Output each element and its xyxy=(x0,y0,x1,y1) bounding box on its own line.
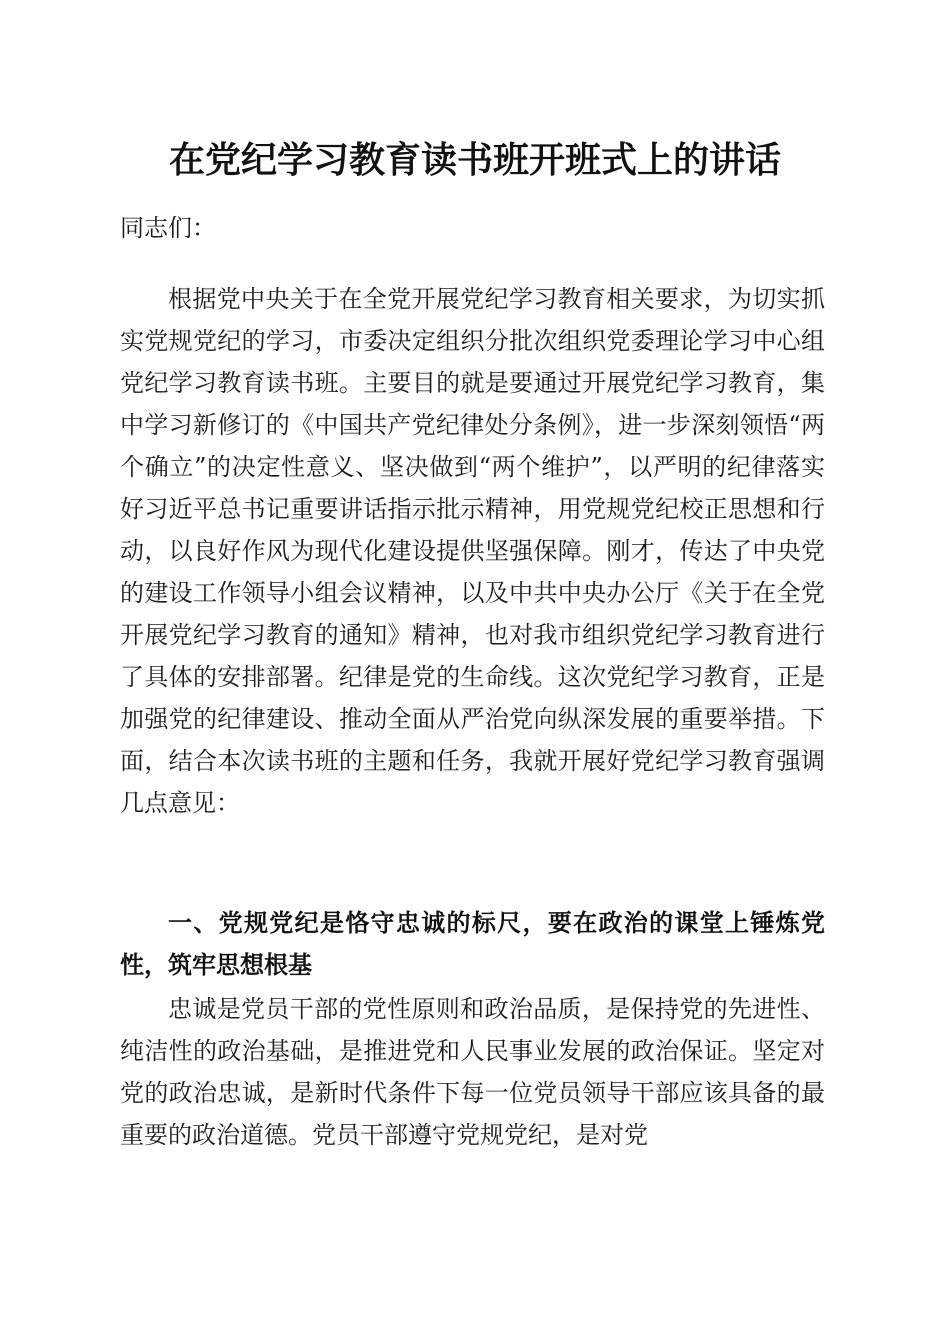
section-1-heading: 一、党规党纪是恪守忠诚的标尺，要在政治的课堂上锤炼党性，筑牢思想根基 xyxy=(120,909,825,979)
paragraph-1: 根据党中央关于在全党开展党纪学习教育相关要求，为切实抓实党规党纪的学习，市委决定组织分批次组织党委理论学习中心组党纪学习教育读书班。主要目的就是要通过开展党纪学习教育，集中学习新修订的《中国共产党纪律处分条例》，进一步深刻领悟“两个确立”的决定性意义、坚决做到“两个维护”，以严明的纪律落实好习近平总书记重要讲话指示批示精神，用党规党纪校正思想和行动，以良好作风为现代化建设提供坚强保障。刚才，传达了中央党的建设工作领导小组会议精神，以及中共中央办公厅《关于在全党开展党纪学习教育的通知》精神，也对我市组织党纪学习教育进行了具体的安排部署。纪律是党的生命线。这次党纪学习教育，正是加强党的纪律建设、推动全面从严治党向纵深发展的重要举措。下面，结合本次读书班的主题和任务，我就开展好党纪学习教育强调几点意见： xyxy=(120,285,825,817)
document-title: 在党纪学习教育读书班开班式上的讲话 xyxy=(168,139,781,181)
salutation: 同志们： xyxy=(120,214,216,242)
paragraph-2: 忠诚是党员干部的党性原则和政治品质，是保持党的先进性、纯洁性的政治基础，是推进党和人民事业发展的政治保证。坚定对党的政治忠诚，是新时代条件下每一位党员领导干部应该具备的最重要的政治道德。党员干部遵守党规党纪，是对党 xyxy=(120,995,825,1149)
